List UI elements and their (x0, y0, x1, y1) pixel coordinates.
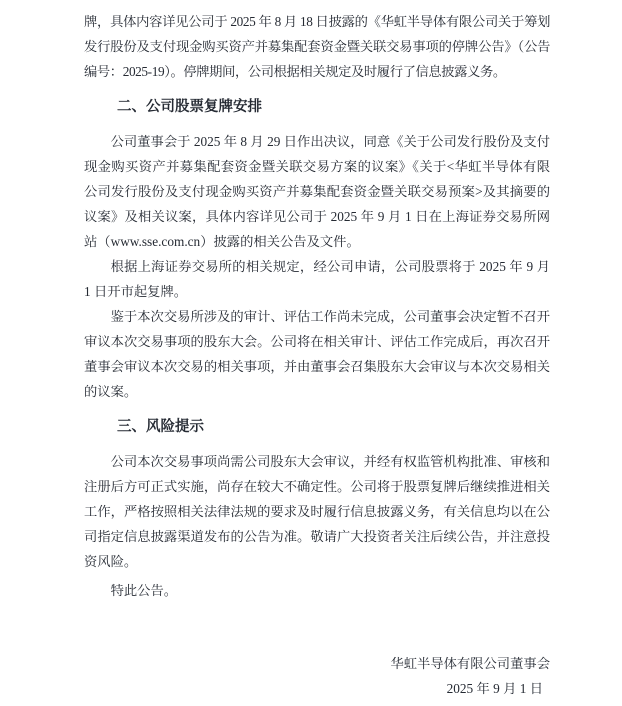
resumption-paragraph-board-resolution: 公司董事会于 2025 年 8 月 29 日作出决议，同意《关于公司发行股份及支付现金购买资产并募集配套资金暨关联交易方案的议案》《关于<华虹半导体有限公司发行股份及支付现金购买资产并募集配套资金暨关联交易预案>及其摘要的议案》及相关议案，具体内容详见公司于 2025 年 9 月 1 日在上海证券交易所网站（www.sse.com.cn）披露的相关公告及文件。 (84, 134, 550, 249)
closing-statement: 特此公告。 (110, 583, 178, 598)
resumption-paragraph-resume-date: 根据上海证券交易所的相关规定，经公司申请，公司股票将于 2025 年 9 月 1 日开市起复牌。 (84, 259, 550, 299)
signature-company-name: 华虹半导体有限公司董事会 (390, 656, 550, 671)
signature-date: 2025 年 9 月 1 日 (446, 681, 543, 696)
section-heading-resumption-arrangement: 二、公司股票复牌安排 (117, 99, 262, 115)
resumption-paragraph-shareholder-meeting: 鉴于本次交易所涉及的审计、评估工作尚未完成，公司董事会决定暂不召开审议本次交易事项的股东大会。公司将在相关审计、评估工作完成后，再次召开董事会审议本次交易的相关事项，并由董事会召集股东大会审议与本次交易相关的议案。 (84, 309, 550, 399)
signature-block (84, 651, 550, 701)
risk-warning-paragraph: 公司本次交易事项尚需公司股东大会审议，并经有权监管机构批准、审核和注册后方可正式实施，尚存在较大不确定性。公司将于股票复牌后继续推进相关工作，严格按照相关法律法规的要求及时履行信息披露义务，有关信息均以在公司指定信息披露渠道发布的公告为准。敬请广大投资者关注后续公告，并注意投资风险。 (84, 454, 550, 569)
stop-notice-continuation-paragraph: 牌，具体内容详见公司于 2025 年 8 月 18 日披露的《华虹半导体有限公司关于筹划发行股份及支付现金购买资产并募集配套资金暨关联交易事项的停牌公告》（公告编号：2025-19）。停牌期间，公司根据相关规定及时履行了信息披露义务。 (84, 14, 550, 79)
section-heading-risk-warning: 三、风险提示 (117, 419, 204, 435)
